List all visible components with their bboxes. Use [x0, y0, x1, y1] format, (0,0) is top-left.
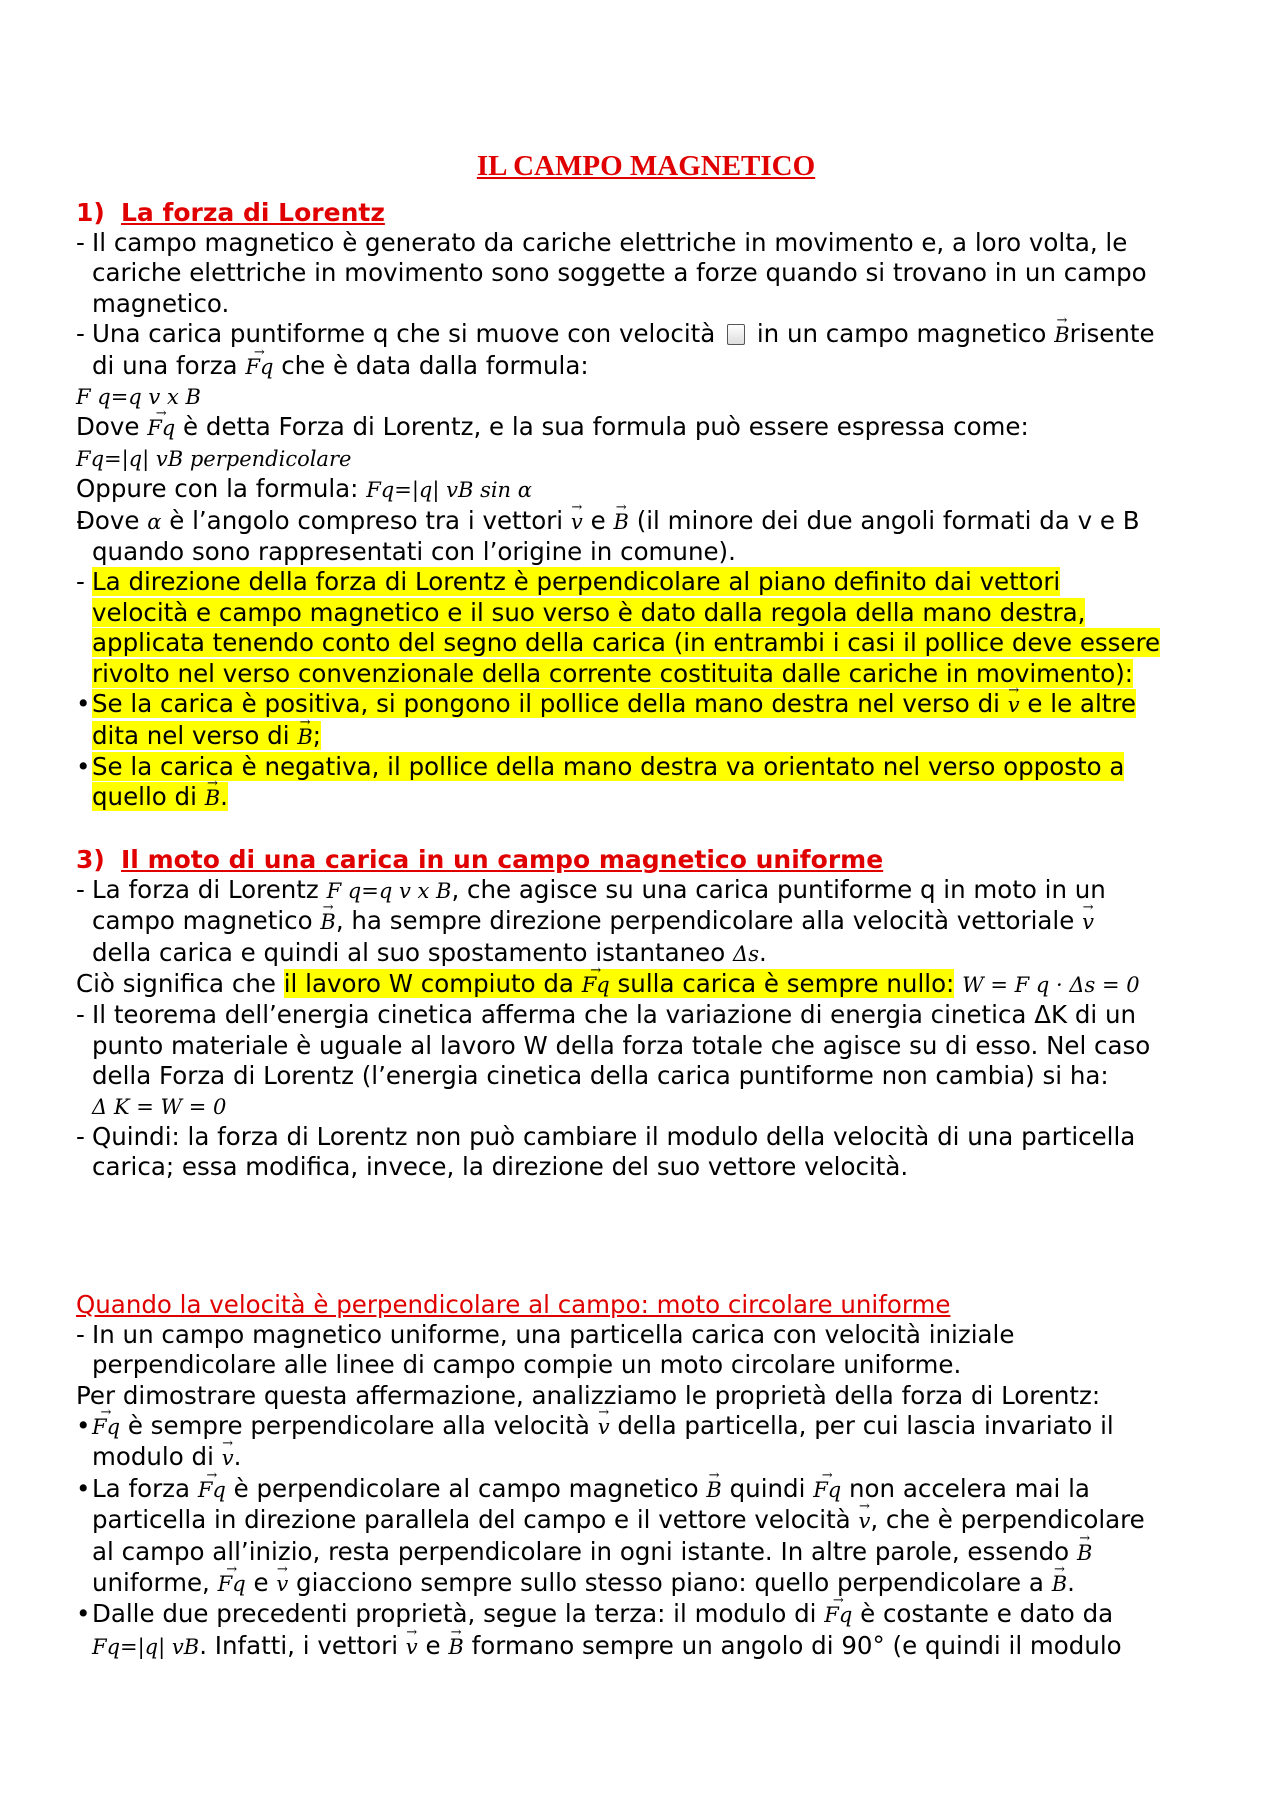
vector-symbol: Fq → — [824, 1600, 852, 1630]
text-line: uniforme, Fq → e v → giacciono sempre sullo stesso piano: quello perpendicolare a B →. — [92, 1568, 1226, 1599]
text-line — [92, 1474, 1226, 1505]
text: Dalle due precedenti proprietà, segue la terza: il modulo di — [92, 1599, 817, 1629]
text-line — [92, 1411, 1226, 1442]
text: che è data dalla formula: — [281, 350, 589, 380]
highlighted-text: Se la carica è negativa, il pollice della mano destra va orientato nel verso opposto a — [92, 751, 1125, 781]
text: al campo all’inizio, resta perpendicolare in ogni istante. In altre parole, essendo — [92, 1536, 1070, 1566]
bullet-proprieta-1 — [76, 1411, 1226, 1474]
vector-symbol: Fq → — [245, 352, 273, 382]
text: risente — [1069, 319, 1155, 349]
vector-symbol: B → — [1054, 320, 1069, 350]
vector-symbol: Fq → — [813, 1475, 841, 1505]
text: e — [425, 1630, 441, 1660]
text: particella in direzione parallela del campo e il vettore velocità — [92, 1505, 851, 1535]
text: Dove — [76, 412, 140, 442]
highlighted-text: e le altre — [1027, 689, 1136, 719]
highlighted-text: Se la carica è positiva, si pongono il pollice della mano destra nel verso di — [92, 689, 1000, 719]
placeholder-box-icon — [727, 324, 745, 345]
vector-symbol: v → — [598, 1412, 610, 1442]
vector-symbol: B → — [1052, 1569, 1067, 1599]
vector-symbol: v → — [276, 1569, 288, 1599]
text: (il minore dei due angoli formati da v e B — [636, 505, 1140, 535]
highlighted-text: dita nel verso di — [92, 720, 290, 750]
document-page — [76, 150, 1226, 1662]
vector-symbol: B → — [205, 783, 220, 813]
highlighted-text: quello di — [92, 782, 197, 812]
vector-symbol: v → — [1082, 907, 1094, 937]
vector-symbol: v → — [222, 1443, 234, 1473]
section-number: 3) — [76, 844, 105, 874]
text: La forza — [92, 1473, 191, 1503]
text: , che agisce su una carica puntiforme q in moto in un — [451, 874, 1106, 904]
text: quindi — [729, 1473, 806, 1503]
paragraph-regola-mano-destra — [76, 567, 1226, 689]
highlighted-text: applicata tenendo conto del segno della carica (in entrambi i casi il pollice deve essere — [92, 628, 1161, 658]
vector-symbol: Fq → — [218, 1569, 246, 1599]
paragraph-forza-lorentz-moto — [76, 875, 1226, 969]
highlighted-text: il lavoro W compiuto da — [283, 968, 574, 998]
vector-symbol: Fq → — [92, 1412, 120, 1442]
text: , che è perpendicolare — [870, 1505, 1145, 1535]
formula-inline: F q=q v x B — [326, 878, 452, 903]
vector-symbol: B → — [706, 1475, 721, 1505]
text: giacciono sempre sullo stesso piano: quello perpendicolare a — [296, 1568, 1044, 1598]
text-line: punto materiale è uguale al lavoro W della forza totale che agisce su di esso. Nel caso — [92, 1030, 1151, 1060]
section-heading-lorentz — [76, 197, 1226, 228]
text: Oppure con la formula: — [76, 474, 359, 504]
bullet-carica-positiva: • Se la carica è positiva, si pongono il pollice della mano destra nel verso di v → e le altre dita nel verso di B →; — [76, 689, 1226, 752]
text: e — [253, 1568, 269, 1598]
section-heading-moto — [76, 844, 1226, 875]
bullet-proprieta-3 — [76, 1599, 1226, 1662]
text: campo magnetico — [92, 906, 313, 936]
text-line: carica; essa modifica, invece, la direzione del suo vettore velocità. — [92, 1152, 909, 1182]
text: , ha sempre direzione perpendicolare alla velocità vettoriale — [335, 906, 1075, 936]
text: e — [590, 505, 606, 535]
highlighted-text: sulla carica è sempre nullo: — [617, 968, 955, 998]
text: La forza di Lorentz — [92, 874, 319, 904]
formula-sin: Fq=|q| vB sin α — [366, 478, 532, 503]
page-title: IL CAMPO MAGNETICO — [476, 150, 816, 182]
text-line: modulo di v →. — [92, 1442, 1226, 1473]
text: uniforme, — [92, 1568, 210, 1598]
text: è costante e dato da — [860, 1599, 1114, 1629]
text-line — [92, 1505, 1226, 1536]
vector-symbol: B → — [613, 507, 628, 537]
text: formano sempre un angolo di 90° (e quindi il modulo — [471, 1630, 1122, 1660]
text-line — [92, 1631, 1226, 1662]
text-line: - Il campo magnetico è generato da cariche elettriche in movimento e, a loro volta, le — [92, 228, 1128, 257]
text-line: - Quindi: la forza di Lorentz non può cambiare il modulo della velocità di una particella — [92, 1121, 1136, 1151]
formula-lorentz: F q=q v x B — [76, 385, 201, 410]
formula-inline: Δs — [733, 941, 759, 966]
vector-symbol: B → — [1077, 1538, 1092, 1568]
text: di una forza — [92, 350, 238, 380]
bullet-proprieta-2 — [76, 1474, 1226, 1600]
section-title: Il moto di una carica in un campo magnetico uniforme — [121, 844, 884, 874]
vector-symbol: Fq → — [147, 413, 175, 443]
text-line — [76, 474, 1226, 505]
bullet-carica-negativa: • Se la carica è negativa, il pollice della mano destra va orientato nel verso opposto a quello di B →. — [76, 752, 1226, 814]
formula-modulo: Fq=|q| vB perpendicolare — [76, 446, 352, 471]
text-line — [76, 506, 1226, 537]
text: è sempre perpendicolare alla velocità — [127, 1411, 590, 1440]
paragraph-campo-uniforme — [76, 1320, 1226, 1381]
text: è perpendicolare al campo magnetico — [233, 1473, 699, 1503]
text-line — [92, 906, 1226, 937]
alpha-symbol: α — [147, 509, 162, 534]
highlighted-text: La direzione della forza di Lorentz è perpendicolare al piano definito dai vettori — [92, 567, 1061, 597]
highlighted-text: velocità e campo magnetico e il suo verso è dato dalla regola della mano destra, — [92, 597, 1086, 627]
text-line: perpendicolare alle linee di campo compie un moto circolare uniforme. — [92, 1350, 962, 1380]
text-line: della carica e quindi al suo spostamento istantaneo Δs. — [92, 937, 767, 967]
text: modulo di — [92, 1442, 214, 1472]
highlighted-text: rivolto nel verso convenzionale della corrente costituita dalle cariche in movimento): — [92, 658, 1134, 688]
text: non accelera mai la — [849, 1473, 1090, 1503]
text-line-lavoro — [76, 969, 1226, 1000]
text-line: magnetico. — [92, 288, 230, 318]
text-line — [92, 875, 1226, 906]
paragraph-quindi — [76, 1122, 1226, 1183]
vector-symbol: B → — [448, 1632, 463, 1662]
text: . Infatti, i vettori — [199, 1630, 398, 1660]
section-title: La forza di Lorentz — [121, 198, 385, 227]
text-line: - In un campo magnetico uniforme, una particella carica con velocità iniziale — [92, 1319, 1015, 1349]
section-number: 1) — [76, 198, 105, 227]
text-line: Per dimostrare questa affermazione, analizziamo le proprietà della forza di Lorentz: — [76, 1380, 1101, 1410]
text: è detta Forza di Lorentz, e la sua formula può essere espressa come: — [183, 412, 1029, 442]
text-line — [76, 412, 1226, 443]
section-heading-moto-circolare: Quando la velocità è perpendicolare al campo: moto circolare uniforme — [76, 1289, 951, 1319]
vector-symbol: v → — [571, 507, 583, 537]
vector-symbol: v → — [406, 1632, 418, 1662]
formula-inline: Fq=|q| vB — [92, 1634, 200, 1659]
formula-inline: W = F q · Δs = 0 — [962, 972, 1140, 997]
text-line — [92, 351, 1226, 382]
vector-symbol: Fq → — [198, 1475, 226, 1505]
formula-energia: Δ K = W = 0 — [92, 1094, 227, 1119]
vector-symbol: v → — [858, 1506, 870, 1536]
text: Ciò significa che — [76, 968, 276, 998]
text-line — [92, 1599, 1226, 1630]
vector-symbol: Fq → — [582, 970, 610, 1000]
paragraph-dove-alpha — [76, 506, 1226, 568]
text: Dove — [76, 505, 140, 535]
text: Una carica puntiforme q che si muove con velocità — [92, 319, 716, 349]
vector-symbol: v → — [1008, 690, 1020, 720]
text: della particella, per cui lascia invariato il — [617, 1411, 1114, 1440]
text: in un campo magnetico — [756, 319, 1047, 349]
text-line: - Il teorema dell’energia cinetica afferma che la variazione di energia cinetica ΔK di un — [92, 1000, 1137, 1030]
text-line: della Forza di Lorentz (l’energia cinetica della carica puntiforme non cambia) si ha: — [92, 1061, 1109, 1091]
paragraph-carica-puntiforme — [76, 319, 1226, 382]
vector-symbol: B → — [320, 907, 335, 937]
paragraph-teorema-energia — [76, 1000, 1226, 1122]
text-line: quando sono rappresentati con l’origine in comune). — [92, 537, 736, 567]
text: della carica e quindi al suo spostamento istantaneo — [92, 937, 726, 967]
vector-symbol: B → — [297, 722, 312, 752]
text: è l’angolo compreso tra i vettori — [169, 505, 564, 535]
text-line: cariche elettriche in movimento sono soggette a forze quando si trovano in un campo — [92, 258, 1147, 288]
